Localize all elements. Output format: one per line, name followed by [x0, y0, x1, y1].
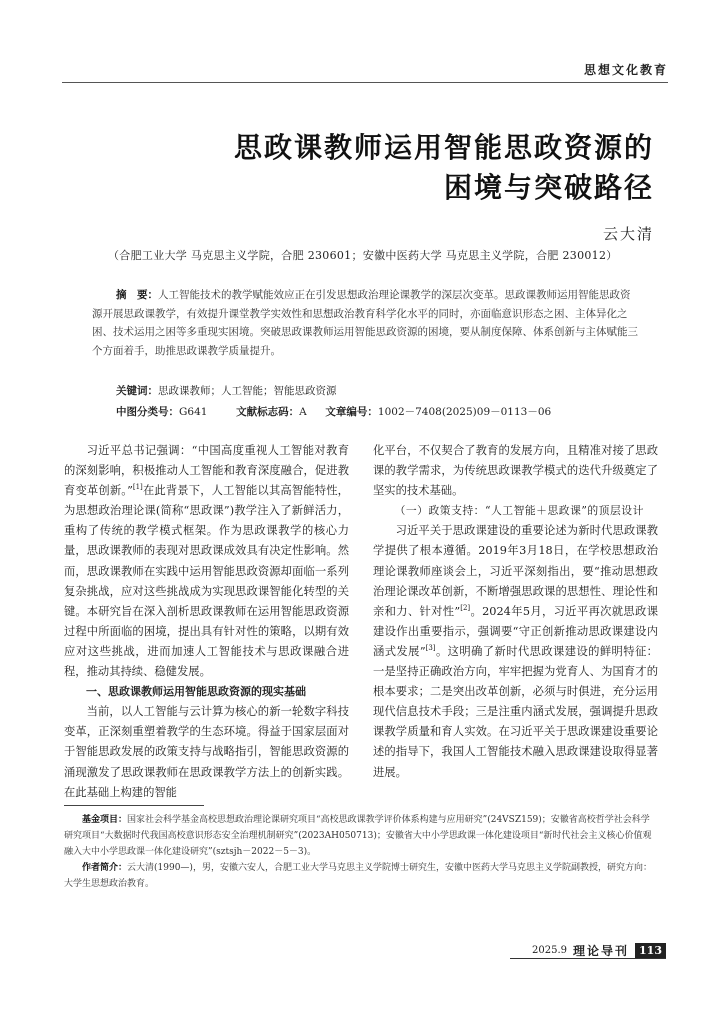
- classification-line: [116, 404, 551, 419]
- author-name: 云大清: [602, 225, 654, 243]
- paragraph: 习近平关于思政课建设的重要论述为新时代思政课教学提供了根本遵循。2019年3月18日，在学校思想政治理论课教师座谈会上，习近平深刻指出，要“推动思想政治理论课改革创新，不断增强思政课的思想性、理论性和亲和力、针对性”[2]。2024年5月，习近平再次就思政课建设作出重要指示，强调要“守正创新推动思政课建设内涵式发展”[3]。这明确了新时代思政课建设的鲜明特征：一是坚持正确政治方向，牢牢把握为党育人、为国育才的根本要求；二是突出改革创新，必须与时俱进，充分运用现代信息技术手段；三是注重内涵式发展，强调提升思政课教学质量和育人实效。在习近平关于思政课建设重要论述的指导下，我国人工智能技术融入思政课建设取得显著进展。: [373, 524, 658, 779]
- article-title: [234, 128, 654, 208]
- running-header: 思想文化教育: [583, 63, 668, 77]
- body-column-left: [64, 441, 349, 803]
- issue-date: 2025.9: [532, 945, 568, 956]
- footer-divider: [510, 958, 666, 959]
- citation-ref[interactable]: [1]: [132, 483, 143, 492]
- funding-note: 基金项目：国家社会科学基金高校思想政治理论课研究项目“高校思政课教学评价体系构建与应用研究”(24VSZ159)；安徽省高校哲学社会科学研究项目“大数据时代我国高校意识形态安全治理机制研究”(2023AH050713)；安徽省大中小学思政课一体化建设项目“新时代社会主义核心价值观融入大中小学思政课一体化建设研究”(sztsjh－2022－5－3)。: [64, 815, 652, 857]
- doc-code-value: A: [299, 406, 307, 418]
- article-no-label: 文章编号：: [325, 406, 378, 418]
- keywords-text: 思政课教师；人工智能；智能思政资源: [158, 385, 337, 397]
- page-number: 113: [635, 943, 666, 958]
- clc-label: 中图分类号：: [116, 406, 179, 418]
- abstract-label: 摘 要：: [116, 289, 158, 301]
- footnote-divider: [64, 805, 204, 806]
- author-affiliation: （合肥工业大学 马克思主义学院，合肥 230601；安徽中医药大学 马克思主义学院，合肥 230012）: [108, 249, 618, 262]
- title-line-1: 思政课教师运用智能思政资源的: [233, 131, 654, 164]
- abstract-text: 人工智能技术的教学赋能效应正在引发思想政治理论课教学的深层次变革。思政课教师运用智能思政资源开展思政课教学，有效提升课堂教学实效性和思想政治教育科学化水平的同时，亦面临意识形态之困、主体异化之困、技术运用之困等多重现实困境。突破思政课教师运用智能思政资源的困境，要从制度保障、体系创新与主体赋能三个方面着手，助推思政课教学质量提升。: [92, 289, 638, 357]
- subsection-heading: （一）政策支持：“人工智能＋思政课”的顶层设计: [394, 504, 644, 518]
- footnotes: [64, 812, 658, 892]
- citation-ref[interactable]: [2]: [460, 603, 471, 612]
- body-column-right: [373, 441, 658, 783]
- keywords-label: 关键词：: [116, 385, 158, 397]
- citation-ref[interactable]: [3]: [425, 644, 436, 653]
- journal-name: 理论导刊: [573, 944, 630, 958]
- author-bio: 作者简介：云大清(1990—)，男，安徽六安人，合肥工业大学马克思主义学院博士研究生，安徽中医药大学马克思主义学院副教授，研究方向：大学生思想政治教育。: [64, 863, 652, 889]
- title-line-2: 困境与突破路径: [443, 171, 654, 204]
- paragraph: 化平台，不仅契合了教育的发展方向，且精准对接了思政课的教学需求，为传统思政课教学模式的迭代升级奠定了坚实的技术基础。: [373, 444, 658, 498]
- page-footer: [532, 942, 666, 959]
- article-no-value: 1002－7408(2025)09－0113－06: [377, 406, 552, 418]
- keywords: [116, 383, 337, 398]
- paragraph: 当前，以人工智能与云计算为核心的新一轮数字科技变革，正深刻重塑着教学的生态环境。得益于国家层面对于智能思政发展的政策支持与战略指引，智能思政资源的涌现激发了思政课教师在思政课教学方法上的创新实践。在此基础上构建的智能: [64, 705, 349, 799]
- section-heading: 一、思政课教师运用智能思政资源的现实基础: [86, 685, 306, 699]
- clc-value: G641: [179, 406, 208, 418]
- abstract: [92, 286, 640, 360]
- doc-code-label: 文献标志码：: [236, 406, 300, 418]
- header-divider: [62, 82, 668, 83]
- paragraph: 习近平总书记强调：“中国高度重视人工智能对教育的深刻影响，积极推动人工智能和教育深度融合，促进教育变革创新。”[1]在此背景下，人工智能以其高智能特性，为思想政治理论课(简称“思政课”)教学注入了新鲜活力，重构了传统的教学模式框架。作为思政课教学的核心力量，思政课教师的表现对思政课成效具有决定性影响。然而，思政课教师在实践中运用智能思政资源却面临一系列复杂挑战，应对这些挑战成为实现思政课智能化转型的关键。本研究旨在深入剖析思政课教师在运用智能思政资源过程中所面临的困境，提出具有针对性的策略，以期有效应对这些挑战，进而加速人工智能技术与思政课融合进程，推动其持续、稳健发展。: [64, 444, 349, 679]
